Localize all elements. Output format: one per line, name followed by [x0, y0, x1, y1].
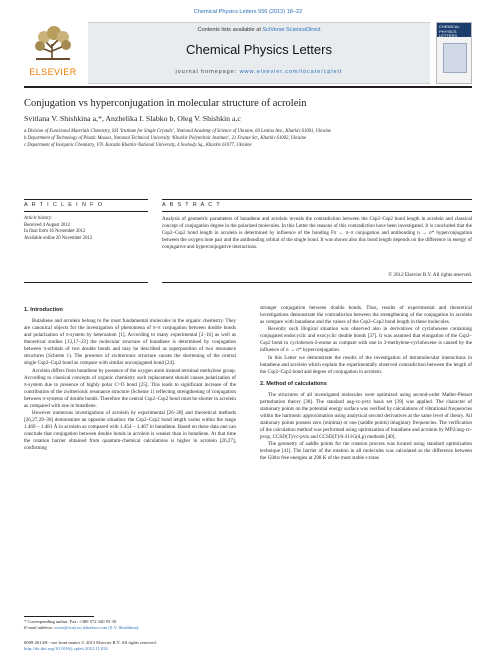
article-authors: Svitlana V. Shishkina a,*, Anzhelika I. Slabko b, Oleg V. Shishkin a,c — [24, 114, 241, 123]
info-rule-mid — [24, 211, 148, 212]
journal-cover-thumbnail[interactable] — [436, 22, 472, 84]
cover-art — [443, 43, 467, 73]
elsevier-wordmark: ELSEVIER — [29, 67, 77, 77]
article-info-heading: A R T I C L E I N F O — [24, 202, 104, 208]
elsevier-logo[interactable] — [24, 22, 82, 84]
body-paragraph: However numerous investigations of acrolein by experimental [26–28] and theoretical methods [26,27,29–36] demonstrate an opposite situation: the Csp2–Csp2 bond length varies within the range 1.469 – 1.481 Å in acrolein as compared with 1.454 – 1.467 in butadiene. Based on these data one can conclude that conjugation between double bonds in acrolein is weaker than in butadiene. At that time the rotation barrier obtained from quantum-chemical calculations is higher in acrolein [26,27], confirming — [24, 410, 236, 452]
corresponding-author-footnote — [24, 619, 236, 632]
received-date: Received 4 August 2012 — [24, 222, 70, 228]
article-title: Conjugation vs hyperconjugation in molecular structure of acrolein — [24, 98, 307, 109]
info-rule-top — [24, 199, 148, 200]
email-address-link[interactable]: sveta@xray.isc.kharkov.com (S.V. Shishkina). — [54, 625, 140, 631]
abstract-copyright: © 2012 Elsevier B.V. All rights reserved. — [388, 272, 472, 278]
body-column-left — [24, 305, 236, 452]
elsevier-tree-icon — [32, 24, 74, 62]
affiliation-a: a Division of Functional Materials Chemistry, SSI ‘Institute for Single Crystals’, National Academy of Science of Ukraine, 60 Lenina Ave., Kharkiv 61001, Ukraine — [24, 129, 332, 134]
body-paragraph: stronger conjugation between double bonds. Thus, results of experimental and theoretical investigations demonstrate the contradiction between the strengthening of the conjugation in acrolein as compare with butadiene and the values of the Csp2–Csp2 bond length in these molecules. — [260, 305, 472, 326]
cover-band — [437, 23, 471, 37]
corresponding-author-note: * Corresponding author. Fax: +380 572 340 93 39. — [24, 619, 118, 624]
body-paragraph: In this Letter we demonstrate the results of the investigation of intramolecular interactions in butadiene and acrolein which explain the experimentally observed contradiction between the length of the Csp2–Csp2 bond and degree of conjugation in acrolein. — [260, 354, 472, 375]
body-paragraph: The geometry of saddle points for the rotation process was located using standard optimization technique [41]. The barrier of the rotation in all molecules was calculated as the difference between the Gibbs free energies at 298 K of the most stable s-trans — [260, 441, 472, 462]
body-paragraph: The structures of all investigated molecules were optimized using second-order Møller-Plesset perturbation theory [38]. The standard aug-cc-pvtz basis set [39] was applied. The character of stationary points on the potential energy surface was verified by calculations of vibrational frequencies within the harmonic approximation using analytical second derivatives at the same level of theory. All stationary points possess zero (minima) or one (saddle points) imaginary frequencies. The verification of the calculation method was performed using optimization of butadiene and acrolein by MP2/aug-cc-pvqz, CCSD(T)/cc-pvtz and CCSD(T)/6-311G(d,p) methods [40]. — [260, 391, 472, 441]
article-history — [24, 216, 148, 242]
homepage-link[interactable]: www.elsevier.com/locate/cplett — [239, 69, 343, 75]
footnote-divider — [24, 616, 94, 617]
journal-reference[interactable]: Chemical Physics Letters 556 (2013) 18–22 — [193, 9, 303, 15]
body-paragraph: Butadiene and acrolein belong to the most fundamental molecules in the organic chemistry. They are canonical objects for the investigation of phenomena of π–π conjugation between double bonds and polarization of π-system by heteroatom [1]. According to many experimental [2–16] as well as theoretical studies [13,17–23] the molecular structure of butadiene is determined by conjugation between π-orbitals of two double bonds and may be described as superposition of two resonance structures (Scheme 1). The presence of zwitterionic structure causes the shortening of the central single Csp2–Csp2 bond as compare with similar unconjugated bond [24]. — [24, 318, 236, 367]
journal-homepage — [88, 69, 430, 75]
contents-line — [88, 27, 430, 33]
body-paragraph: Acrolein differs from butadiene by presence of the oxygen atom instead terminal methylene group. According to classical concepts of organic chemistry such replacement should causes polarization of π-system due to presence of highly polar C=O bond [25]. This leads to significant increase of the contribution of the zwitterionic resonance structure (Scheme 1) reflecting strengthening of conjugation between π-systems of double bonds. Therefore the central Csp2–Csp2 bond must be shorter in acrolein as compared with one in butadiene. — [24, 367, 236, 409]
header-divider — [24, 86, 472, 88]
cover-title: CHEMICAL PHYSICS LETTERS — [439, 24, 460, 39]
journal-banner — [88, 22, 430, 84]
final-form-date: In final form 16 November 2012 — [24, 229, 86, 235]
journal-name: Chemical Physics Letters — [186, 42, 332, 57]
doi-link[interactable]: http://dx.doi.org/10.1016/j.cplett.2012.11.032 — [24, 646, 108, 652]
sciencedirect-link[interactable]: SciVerse ScienceDirect — [262, 27, 321, 33]
affiliation-c: c Department of Inorganic Chemistry, V.N. Karazin Kharkiv National University, 4 Svobody Sq., Kharkiv 61077, Ukraine — [24, 143, 252, 148]
body-paragraph: Recently such illogical situation was observed also in derivatives of cyclohexene containing conjugated endocyclic and exocyclic double bonds [37]. It was assumed that elongation of the Csp2–Csp2 bond in cyclohexen-2-enone as compare with one in 3-methylene-cyclohexene is caused by the influence of n → σ* hyperconjugation. — [260, 326, 472, 354]
abstract-heading: A B S T R A C T — [162, 202, 222, 208]
body-column-right — [260, 305, 472, 463]
email-label: E-mail address: — [24, 625, 55, 631]
methods-heading: 2. Method of calculations — [260, 380, 327, 387]
author-affiliations — [24, 128, 472, 149]
issn-line: 0009-2614/$ - see front matter © 2012 Elsevier B.V. All rights reserved. — [24, 640, 157, 645]
affiliation-b: b Department of Technology of Plastic Masses, National Technical University ‘Kharkiv Polytechnic Institute’, 21 Frunze Str., Kharkiv 61002, Ukraine — [24, 136, 307, 141]
abstract-rule-mid — [162, 211, 472, 212]
abstract-rule-bottom — [162, 282, 472, 283]
email-line — [24, 625, 236, 631]
abstract-rule-top — [162, 199, 472, 200]
online-date: Available online 20 November 2012 — [24, 235, 93, 241]
homepage-prefix: journal homepage: — [175, 69, 240, 75]
introduction-heading: 1. Introduction — [24, 307, 63, 313]
abstract-text: Analysis of geometric parameters of butadiene and acrolein reveals the contradiction between the Csp2–Csp2 bond length in acrolein and classical concept of conjugation degree in the polarized molecules. In this Letter the reasons of this contradiction have been investigated. It is concluded that the Csp2–Csp2 bond length in acrolein is determined by influence of the bonding Fπ ← π–π conjugation and antibonding n → σ* hyperconjugation between the oxygen lone pair and the antibonding orbital of the single bond. It was shown also this bond length depends on the difference in energy of conjugative and hyperconjugative interactions. — [162, 216, 472, 250]
journal-header — [24, 22, 472, 84]
info-rule-bottom — [24, 282, 148, 283]
history-label: Article history: — [24, 216, 53, 221]
contents-prefix: Contents lists available at — [197, 27, 263, 33]
front-matter — [24, 640, 236, 652]
